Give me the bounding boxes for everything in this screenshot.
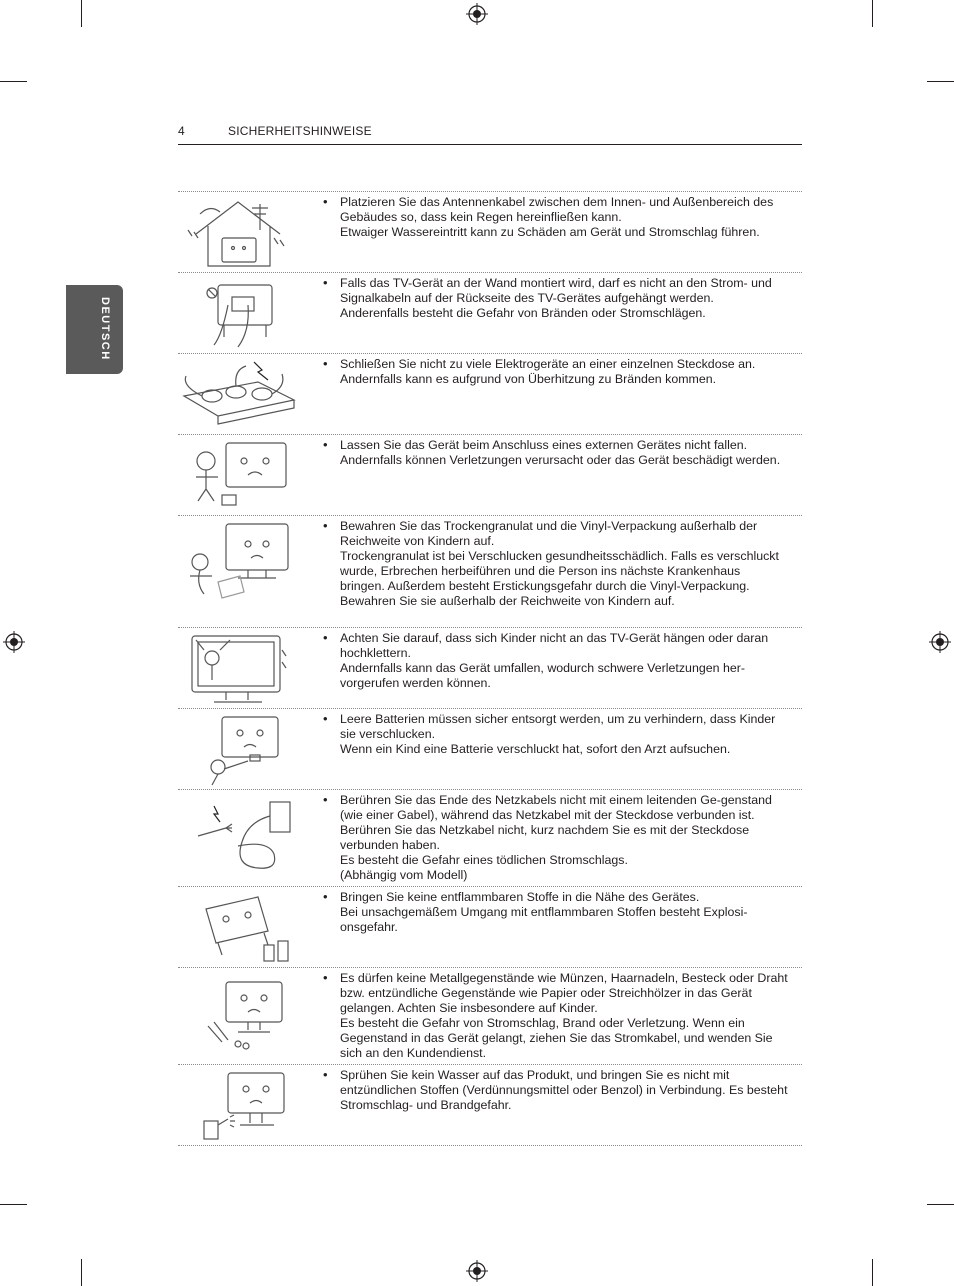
- safety-item-line: Lassen Sie das Gerät beim Anschluss eines externen Gerätes nicht fallen.: [340, 438, 748, 452]
- bullet: •: [323, 275, 328, 290]
- safety-item-text: [340, 276, 788, 321]
- safety-item-line: Bewahren Sie das Trockengranulat und die Vinyl-Verpackung außerhalb der Reichweite von Kindern auf.: [340, 519, 758, 549]
- bullet: •: [323, 792, 328, 807]
- safety-instructions-list: [178, 191, 802, 1146]
- safety-item-line: Es dürfen keine Metallgegenstände wie Münzen, Haarnadeln, Besteck oder Draht bzw. entzündliche Gegenstände wie Papier oder Streichhölzer in das Gerät gelangen. Achten Sie insbesondere auf Kinder.: [340, 971, 788, 1016]
- crop-mark: [872, 1259, 873, 1286]
- page-header: [178, 122, 802, 145]
- safety-item-text: [340, 890, 788, 935]
- safety-item-text: [340, 971, 788, 1062]
- safety-item: [178, 1065, 802, 1146]
- safety-item: [178, 192, 802, 273]
- safety-item-line: Andernfalls kann es aufgrund von Überhitzung zu Bränden kommen.: [340, 372, 717, 387]
- page-number: 4: [178, 124, 185, 138]
- crop-mark: [81, 1259, 82, 1286]
- child-desiccant-packaging-icon: [178, 518, 298, 608]
- crop-mark: [81, 0, 82, 27]
- safety-item-line: Es besteht die Gefahr von Stromschlag, Brand oder Verletzung. Wenn ein Gegenstand in das Gerät gelangt, ziehen Sie das Stromkabel, und wenden Sie sich an den Kundendienst.: [340, 1016, 773, 1061]
- safety-item-line: Berühren Sie das Ende des Netzkabels nicht mit einem leitenden Ge-genstand (wie einer Gabel), während das Netzkabel mit der Steckdose verbunden ist. Berühren Sie das Netzkabel nicht, kurz nachdem Sie es mit der Steckdose verbunden haben.: [340, 793, 772, 853]
- bullet: •: [323, 437, 328, 452]
- safety-item-text: [340, 631, 788, 691]
- safety-item: [178, 516, 802, 628]
- bullet: •: [323, 970, 328, 985]
- bullet: •: [323, 1067, 328, 1082]
- safety-item-line: Wenn ein Kind eine Batterie verschluckt hat, sofort den Arzt aufsuchen.: [340, 742, 731, 757]
- bullet: •: [323, 194, 328, 209]
- flammable-substances-icon: [178, 889, 298, 965]
- safety-item: [178, 709, 802, 790]
- bullet: •: [323, 356, 328, 371]
- crop-mark: [0, 1204, 27, 1205]
- bullet: •: [323, 518, 328, 533]
- crop-mark: [0, 81, 27, 82]
- bullet: •: [323, 889, 328, 904]
- safety-item-text: [340, 519, 788, 610]
- registration-mark-icon: [3, 631, 25, 653]
- wall-mount-cables-icon: [178, 275, 298, 351]
- safety-item-line: Falls das TV-Gerät an der Wand montiert wird, darf es nicht an den Strom- und Signalkabeln auf der Rückseite des TV-Gerätes aufgehängt werden.: [340, 276, 772, 306]
- safety-item-text: [340, 195, 788, 240]
- crop-mark: [872, 0, 873, 27]
- safety-item-line: Leere Batterien müssen sicher entsorgt werden, um zu verhindern, dass Kinder sie verschlucken.: [340, 712, 776, 742]
- safety-item-text: [340, 1068, 788, 1113]
- registration-mark-icon: [466, 3, 488, 25]
- language-tab: [66, 285, 123, 374]
- child-battery-icon: [178, 711, 298, 787]
- safety-item-line: Bringen Sie keine entflammbaren Stoffe in die Nähe des Gerätes.: [340, 890, 700, 904]
- falling-tv-child-icon: [178, 437, 298, 513]
- safety-item-line: Etwaiger Wassereintritt kann zu Schäden am Gerät und Stromschlag führen.: [340, 225, 760, 240]
- registration-mark-icon: [466, 1260, 488, 1282]
- safety-item-line: Schließen Sie nicht zu viele Elektrogeräte an einer einzelnen Steckdose an.: [340, 357, 756, 371]
- safety-item-text: [340, 357, 788, 387]
- safety-item-line: Bei unsachgemäßem Umgang mit entflammbaren Stoffen besteht Explosi-onsgefahr.: [340, 905, 748, 935]
- safety-item: [178, 273, 802, 354]
- safety-item-text: [340, 438, 788, 468]
- registration-mark-icon: [929, 631, 951, 653]
- bullet: •: [323, 630, 328, 645]
- safety-item-text: [340, 793, 788, 884]
- safety-item-line: Sprühen Sie kein Wasser auf das Produkt, und bringen Sie es nicht mit entzündlichen Stoffen (Verdünnungsmittel oder Benzol) in Verbindung. Es besteht Stromschlag- und Brandgefahr.: [340, 1068, 788, 1113]
- overloaded-power-strip-icon: [178, 356, 298, 432]
- safety-item-line: Es besteht die Gefahr eines tödlichen Stromschlags.: [340, 853, 628, 868]
- safety-item: [178, 435, 802, 516]
- metal-objects-tv-icon: [178, 970, 298, 1056]
- safety-item: [178, 354, 802, 435]
- spray-water-tv-icon: [178, 1067, 298, 1143]
- safety-item-line: (Abhängig vom Modell): [340, 868, 468, 883]
- crop-mark: [927, 81, 954, 82]
- safety-item: [178, 628, 802, 709]
- safety-item-line: Anderenfalls besteht die Gefahr von Bränden oder Stromschlägen.: [340, 306, 706, 321]
- safety-item-line: Platzieren Sie das Antennenkabel zwischen dem Innen- und Außenbereich des Gebäudes so, dass kein Regen hereinfließen kann.: [340, 195, 774, 225]
- antenna-cable-house-icon: [178, 194, 298, 270]
- safety-item-line: Andernfalls kann das Gerät umfallen, wodurch schwere Verletzungen her-vorgerufen werden können.: [340, 661, 745, 691]
- bullet: •: [323, 711, 328, 726]
- language-tab-label: DEUTSCH: [99, 297, 111, 361]
- safety-item-line: Trockengranulat ist bei Verschlucken gesundheitsschädlich. Falls es verschluckt wurde, Erbrechen herbeiführen und die Person ins nächste Krankenhaus bringen. Außerdem besteht Erstickungsgefahr durch die Vinyl-Verpackung. Bewahren Sie sie außerhalb der Reichweite von Kindern auf.: [340, 549, 779, 609]
- safety-item: [178, 887, 802, 968]
- section-title: SICHERHEITSHINWEISE: [228, 124, 372, 138]
- safety-item-line: Andernfalls können Verletzungen verursacht oder das Gerät beschädigt werden.: [340, 453, 781, 468]
- safety-item: [178, 968, 802, 1065]
- fork-power-plug-icon: [178, 792, 298, 878]
- safety-item-text: [340, 712, 788, 757]
- crop-mark: [927, 1204, 954, 1205]
- safety-item-line: Achten Sie darauf, dass sich Kinder nicht an das TV-Gerät hängen oder daran hochklettern.: [340, 631, 769, 661]
- safety-item: [178, 790, 802, 887]
- child-climbing-tv-icon: [178, 630, 298, 706]
